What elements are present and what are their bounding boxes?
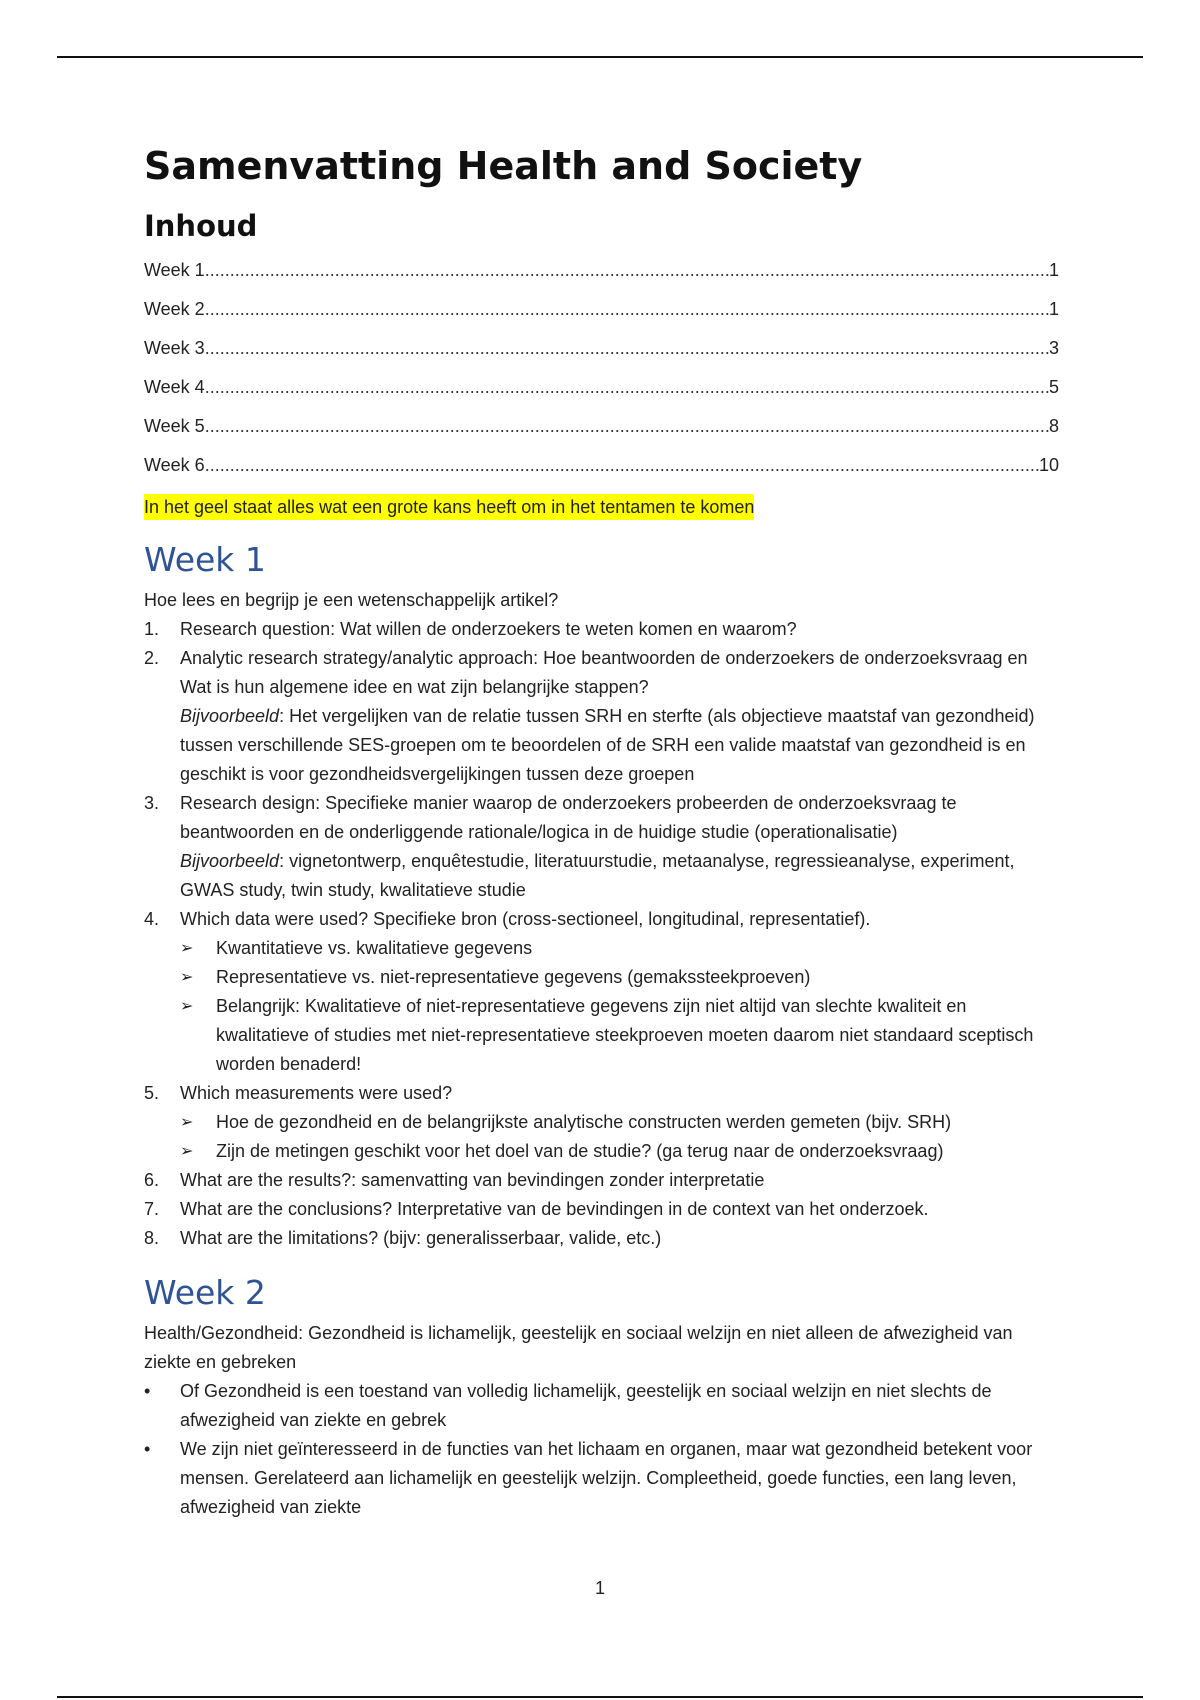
bullet-icon: • [144,1381,151,1401]
example-label: Bijvoorbeeld [180,706,280,726]
toc-label: Week 1 [144,260,205,280]
toc-page: 10 [1038,455,1059,475]
table-of-contents [144,258,1059,492]
list-number: 5. [144,1083,160,1103]
toc-label: Week 2 [144,299,205,319]
toc-label: Week 5 [144,416,205,436]
highlight-note: In het geel staat alles wat een grote kans heeft om in het tentamen te komen [144,494,754,520]
toc-entry-week-1[interactable] [144,258,1059,297]
list-number: 1. [144,619,160,639]
page-number: 1 [594,1578,605,1598]
list-number: 8. [144,1228,160,1248]
sub-text: Zijn de metingen geschikt voor het doel van de studie? (ga terug naar de onderzoeksvraag) [216,1141,944,1161]
list-item [144,905,1059,1079]
toc-entry-week-6[interactable] [144,453,1059,492]
list-item [144,615,1059,644]
list-text: We zijn niet geïnteresseerd in de functies van het lichaam en organen, maar wat gezondheid betekent voor mensen. Gerelateerd aan lichamelijk en geestelijk welzijn. Compleetheid, goede functies, een lang leven, afwezigheid van ziekte [180,1439,1033,1517]
list-item [144,789,1059,905]
list-text: Research design: Specifieke manier waarop de onderzoekers probeerden de onderzoeksvraag te beantwoorden en de onderliggende rationale/logica in de huidige studie (operationalisatie) [180,793,957,842]
arrow-bullet-icon: ➢ [180,1114,194,1131]
toc-label: Week 6 [144,455,205,475]
sub-list-item [180,963,1059,992]
list-text: Which data were used? Specifieke bron (cross-sectioneel, longitudinal, representatief). [180,909,871,929]
list-number: 7. [144,1199,160,1219]
toc-leader [205,414,1049,438]
document-page [144,140,1059,1522]
toc-leader [205,375,1049,399]
example-label: Bijvoorbeeld [180,851,280,871]
week-2-intro: Health/Gezondheid: Gezondheid is lichamelijk, geestelijk en sociaal welzijn en niet alleen de afwezigheid van ziekte en gebreken [144,1323,1013,1372]
list-item [144,1377,1059,1435]
list-text: Of Gezondheid is een toestand van volledig lichamelijk, geestelijk en sociaal welzijn en niet slechts de afwezigheid van ziekte en gebrek [180,1381,992,1430]
list-number: 2. [144,648,160,668]
sub-list [180,1108,1059,1166]
sub-text: Hoe de gezondheid en de belangrijkste analytische constructen werden gemeten (bijv. SRH) [216,1112,952,1132]
footer-rule [57,1696,1143,1698]
toc-page: 8 [1048,416,1059,436]
toc-entry-week-3[interactable] [144,336,1059,375]
list-item [144,1166,1059,1195]
toc-label: Week 3 [144,338,205,358]
week-1-intro: Hoe lees en begrijp je een wetenschappelijk artikel? [144,590,559,610]
sub-text: Belangrijk: Kwalitatieve of niet-representatieve gegevens zijn niet altijd van slechte kwaliteit en kwalitatieve of studies met niet-representatieve steekproeven moeten daarom niet standaard sceptisch worden benaderd! [216,996,1034,1074]
toc-entry-week-5[interactable] [144,414,1059,453]
sub-list-item [180,992,1059,1079]
list-item [144,1224,1059,1253]
document-title: Samenvatting Health and Society [144,144,863,188]
list-text: What are the limitations? (bijv: generalisserbaar, valide, etc.) [180,1228,662,1248]
toc-label: Week 4 [144,377,205,397]
sub-list-item [180,1137,1059,1166]
example-text: : Het vergelijken van de relatie tussen SRH en sterfte (als objectieve maatstaf van gezondheid) tussen verschillende SES-groepen om te beoordelen of de SRH een valide maatstaf van gezondheid is en geschikt is voor gezondheidsvergelijkingen tussen deze groepen [180,706,1035,784]
toc-heading: Inhoud [144,209,258,243]
list-text: What are the conclusions? Interpretative van de bevindingen in de context van het onderzoek. [180,1199,929,1219]
list-number: 6. [144,1170,160,1190]
list-number: 4. [144,909,160,929]
toc-entry-week-2[interactable] [144,297,1059,336]
bullet-icon: • [144,1439,151,1459]
list-item [144,1079,1059,1166]
example-text: : vignetontwerp, enquêtestudie, literatuurstudie, metaanalyse, regressieanalyse, experiment, GWAS study, twin study, kwalitatieve studie [180,851,1015,900]
toc-leader [205,336,1049,360]
list-item [144,644,1059,789]
week-2-heading: Week 2 [144,1273,266,1312]
week-1-heading: Week 1 [144,540,266,579]
toc-page: 1 [1048,260,1059,280]
list-text: Analytic research strategy/analytic approach: Hoe beantwoorden de onderzoekers de onderzoeksvraag en Wat is hun algemene idee en wat zijn belangrijke stappen? [180,648,1028,697]
list-text: Which measurements were used? [180,1083,453,1103]
toc-leader [205,258,1049,282]
toc-page: 1 [1048,299,1059,319]
list-item [144,1195,1059,1224]
sub-list [180,934,1059,1079]
arrow-bullet-icon: ➢ [180,940,194,957]
toc-page: 3 [1048,338,1059,358]
toc-entry-week-4[interactable] [144,375,1059,414]
list-text: Research question: Wat willen de onderzoekers te weten komen en waarom? [180,619,797,639]
list-number: 3. [144,793,160,813]
sub-text: Kwantitatieve vs. kwalitatieve gegevens [216,938,533,958]
list-text: What are the results?: samenvatting van bevindingen zonder interpretatie [180,1170,765,1190]
header-rule [57,56,1143,58]
sub-list-item [180,1108,1059,1137]
list-item [144,1435,1059,1522]
sub-list-item [180,934,1059,963]
week-2-list [144,1377,1059,1522]
sub-text: Representatieve vs. niet-representatieve gegevens (gemakssteekproeven) [216,967,811,987]
toc-leader [205,297,1049,321]
arrow-bullet-icon: ➢ [180,969,194,986]
arrow-bullet-icon: ➢ [180,998,194,1015]
toc-page: 5 [1048,377,1059,397]
toc-leader [205,453,1039,477]
week-1-list [144,615,1059,1253]
arrow-bullet-icon: ➢ [180,1143,194,1160]
